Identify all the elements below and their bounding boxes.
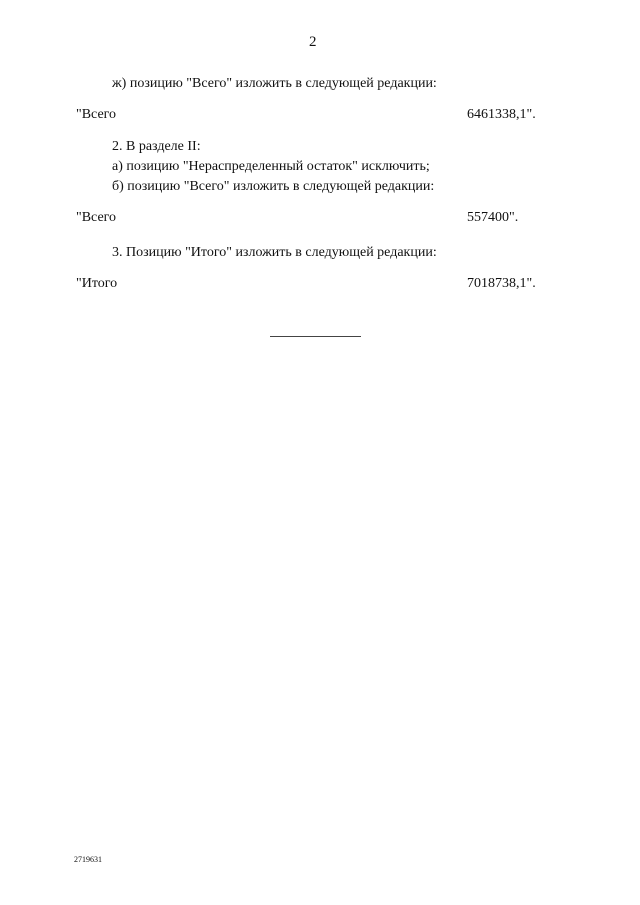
total-row-label: "Всего <box>76 107 117 122</box>
end-separator-line <box>270 336 361 337</box>
paragraph-item-a: а) позицию "Нераспределенный остаток" исключить; <box>112 159 430 174</box>
total-row-value: 6461338,1". <box>467 107 536 122</box>
total-row-value: 557400". <box>467 210 519 225</box>
total-row-label: "Всего <box>76 210 117 225</box>
grand-total-row-value: 7018738,1". <box>467 276 536 291</box>
document-code: 2719631 <box>74 855 102 864</box>
grand-total-row-label: "Итого <box>76 276 118 291</box>
page-number: 2 <box>309 34 317 50</box>
paragraph-item-b: б) позицию "Всего" изложить в следующей редакции: <box>112 179 435 194</box>
paragraph-section-3: 3. Позицию "Итого" изложить в следующей редакции: <box>112 245 437 260</box>
paragraph-item-zh: ж) позицию "Всего" изложить в следующей редакции: <box>112 76 437 91</box>
paragraph-section-2: 2. В разделе II: <box>112 139 201 154</box>
